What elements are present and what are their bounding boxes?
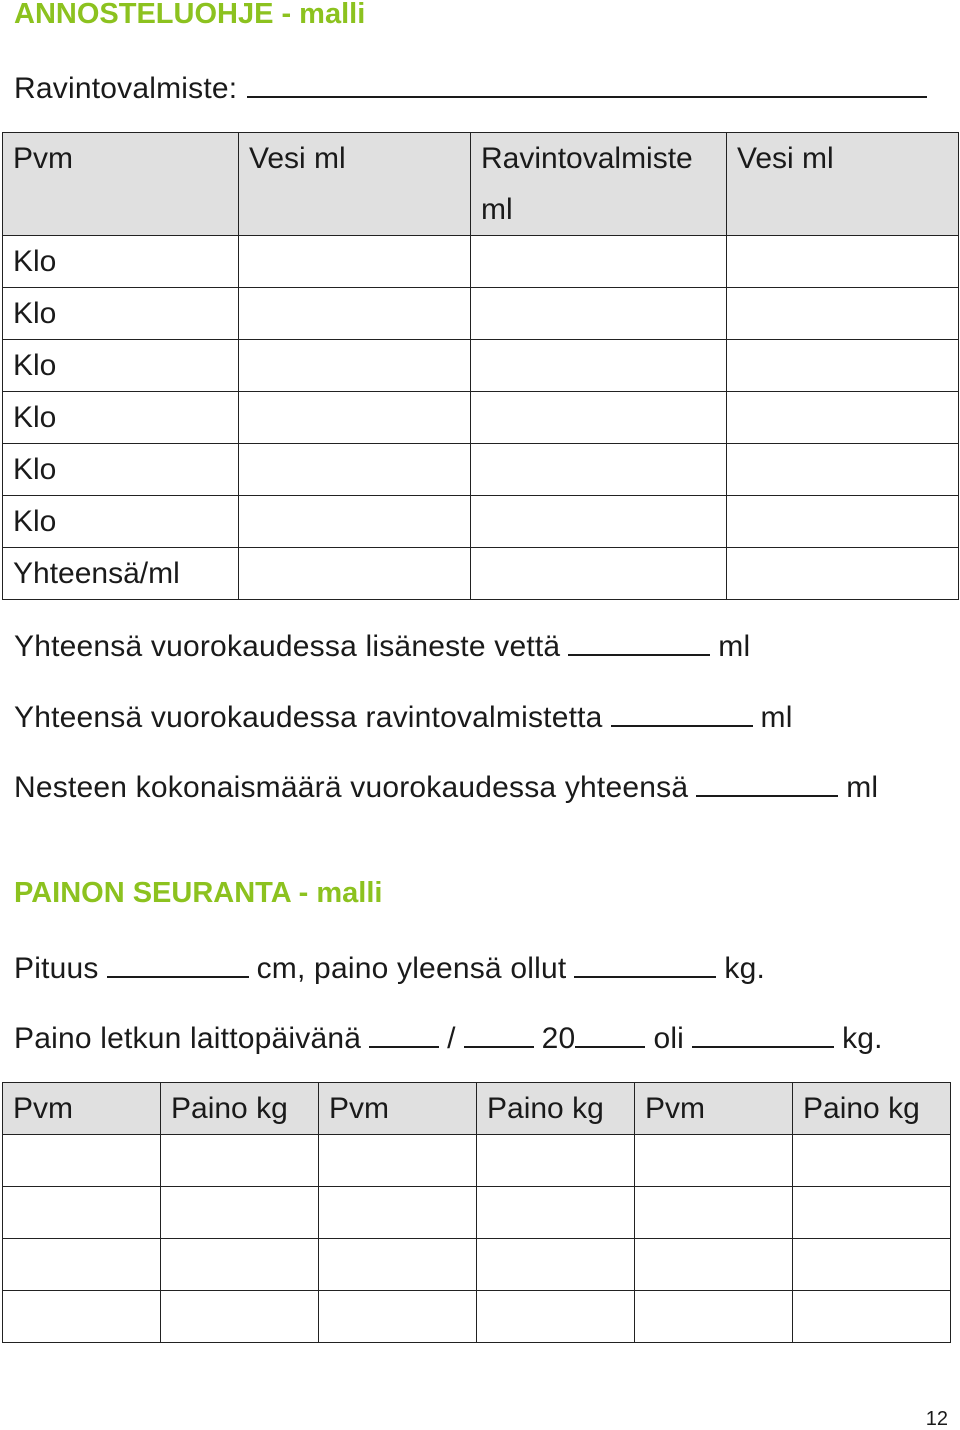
row-label: Klo: [3, 236, 239, 288]
table-cell[interactable]: [727, 548, 959, 600]
tube-day-blank[interactable]: [369, 1020, 439, 1048]
weight-header-kg-3: Paino kg: [793, 1083, 951, 1135]
table-row: [3, 288, 959, 340]
table-cell[interactable]: [471, 288, 727, 340]
table-cell[interactable]: [239, 392, 471, 444]
table-cell[interactable]: [3, 1187, 161, 1239]
table-cell[interactable]: [477, 1135, 635, 1187]
table-cell[interactable]: [161, 1291, 319, 1343]
table-cell[interactable]: [727, 288, 959, 340]
table-cell[interactable]: [319, 1187, 477, 1239]
table-cell[interactable]: [635, 1291, 793, 1343]
summary-water-line: [14, 628, 750, 662]
usual-weight-blank[interactable]: [574, 950, 716, 978]
weight-table: [2, 1082, 951, 1343]
summary-total-unit: ml: [846, 771, 879, 804]
table-cell[interactable]: [3, 1291, 161, 1343]
product-label: Ravintovalmiste:: [14, 72, 238, 105]
intake-header-date: Pvm: [3, 133, 239, 236]
table-row: [3, 444, 959, 496]
weight-header-kg-1: Paino kg: [161, 1083, 319, 1135]
table-row: [3, 1239, 951, 1291]
tube-weight-unit: kg.: [842, 1022, 883, 1055]
table-row: [3, 1291, 951, 1343]
table-cell[interactable]: [793, 1187, 951, 1239]
table-row: [3, 392, 959, 444]
table-cell[interactable]: [161, 1135, 319, 1187]
table-row: [3, 236, 959, 288]
table-cell[interactable]: [3, 1135, 161, 1187]
table-cell[interactable]: [319, 1135, 477, 1187]
table-cell[interactable]: [793, 1291, 951, 1343]
product-blank[interactable]: [247, 70, 927, 98]
tube-label: Paino letkun laittopäivänä: [14, 1022, 362, 1055]
table-cell[interactable]: [239, 548, 471, 600]
table-cell[interactable]: [471, 496, 727, 548]
table-cell[interactable]: [239, 444, 471, 496]
summary-product-label: Yhteensä vuorokaudessa ravintovalmistetta: [14, 701, 603, 734]
weight-header-date-2: Pvm: [319, 1083, 477, 1135]
table-cell[interactable]: [471, 340, 727, 392]
height-label: Pituus: [14, 952, 99, 985]
summary-product-line: [14, 699, 793, 733]
weight-header-date-3: Pvm: [635, 1083, 793, 1135]
summary-water-blank[interactable]: [568, 628, 710, 656]
height-blank[interactable]: [107, 950, 249, 978]
table-cell[interactable]: [319, 1239, 477, 1291]
tube-weight-line: [14, 1020, 883, 1054]
intake-table: [2, 132, 959, 600]
was-label: oli: [653, 1022, 685, 1055]
row-label: Klo: [3, 444, 239, 496]
tube-year-blank[interactable]: [575, 1020, 645, 1048]
table-cell[interactable]: [477, 1187, 635, 1239]
table-cell[interactable]: [471, 444, 727, 496]
table-cell[interactable]: [239, 496, 471, 548]
table-cell[interactable]: [471, 548, 727, 600]
page-number: 12: [925, 1408, 948, 1430]
row-label: Klo: [3, 496, 239, 548]
table-cell[interactable]: [239, 288, 471, 340]
summary-water-unit: ml: [718, 630, 751, 663]
usual-weight-unit: kg.: [724, 952, 765, 985]
summary-total-label: Nesteen kokonaismäärä vuorokaudessa yhteensä: [14, 771, 689, 804]
weight-title: PAINON SEURANTA - malli: [14, 877, 383, 909]
date-separator: /: [447, 1022, 456, 1055]
row-label: Klo: [3, 340, 239, 392]
tube-weight-blank[interactable]: [692, 1020, 834, 1048]
table-cell[interactable]: [471, 392, 727, 444]
table-cell[interactable]: [635, 1239, 793, 1291]
row-label: Klo: [3, 288, 239, 340]
table-cell[interactable]: [727, 444, 959, 496]
table-cell[interactable]: [161, 1239, 319, 1291]
weight-header-date-1: Pvm: [3, 1083, 161, 1135]
intake-header-water: Vesi ml: [239, 133, 471, 236]
product-line: [14, 70, 935, 104]
table-cell[interactable]: [239, 340, 471, 392]
weight-header-row: [3, 1083, 951, 1135]
table-cell[interactable]: [635, 1187, 793, 1239]
height-unit-text: cm, paino yleensä ollut: [256, 952, 567, 985]
summary-total-blank[interactable]: [696, 769, 838, 797]
intake-header-water-2: Vesi ml: [727, 133, 959, 236]
table-row: [3, 496, 959, 548]
table-row: [3, 548, 959, 600]
summary-total-line: [14, 769, 878, 803]
table-cell[interactable]: [3, 1239, 161, 1291]
table-row: [3, 340, 959, 392]
table-cell[interactable]: [793, 1239, 951, 1291]
table-cell[interactable]: [161, 1187, 319, 1239]
row-label: Klo: [3, 392, 239, 444]
year-prefix: 20: [541, 1022, 576, 1055]
summary-product-blank[interactable]: [611, 699, 753, 727]
intake-header-product: Ravintovalmiste ml: [471, 133, 727, 236]
row-label-total: Yhteensä/ml: [3, 548, 239, 600]
summary-water-label: Yhteensä vuorokaudessa lisäneste vettä: [14, 630, 561, 663]
table-cell[interactable]: [727, 496, 959, 548]
table-cell[interactable]: [727, 236, 959, 288]
dosage-title: ANNOSTELUOHJE - malli: [14, 0, 366, 30]
tube-month-blank[interactable]: [464, 1020, 534, 1048]
table-cell[interactable]: [239, 236, 471, 288]
table-cell[interactable]: [635, 1135, 793, 1187]
summary-product-unit: ml: [760, 701, 793, 734]
table-cell[interactable]: [727, 392, 959, 444]
table-cell[interactable]: [727, 340, 959, 392]
height-weight-line: [14, 950, 765, 984]
table-cell[interactable]: [477, 1291, 635, 1343]
table-cell[interactable]: [477, 1239, 635, 1291]
table-row: [3, 1187, 951, 1239]
intake-header-row: [3, 133, 959, 236]
table-cell[interactable]: [319, 1291, 477, 1343]
weight-header-kg-2: Paino kg: [477, 1083, 635, 1135]
table-cell[interactable]: [471, 236, 727, 288]
table-cell[interactable]: [793, 1135, 951, 1187]
table-row: [3, 1135, 951, 1187]
